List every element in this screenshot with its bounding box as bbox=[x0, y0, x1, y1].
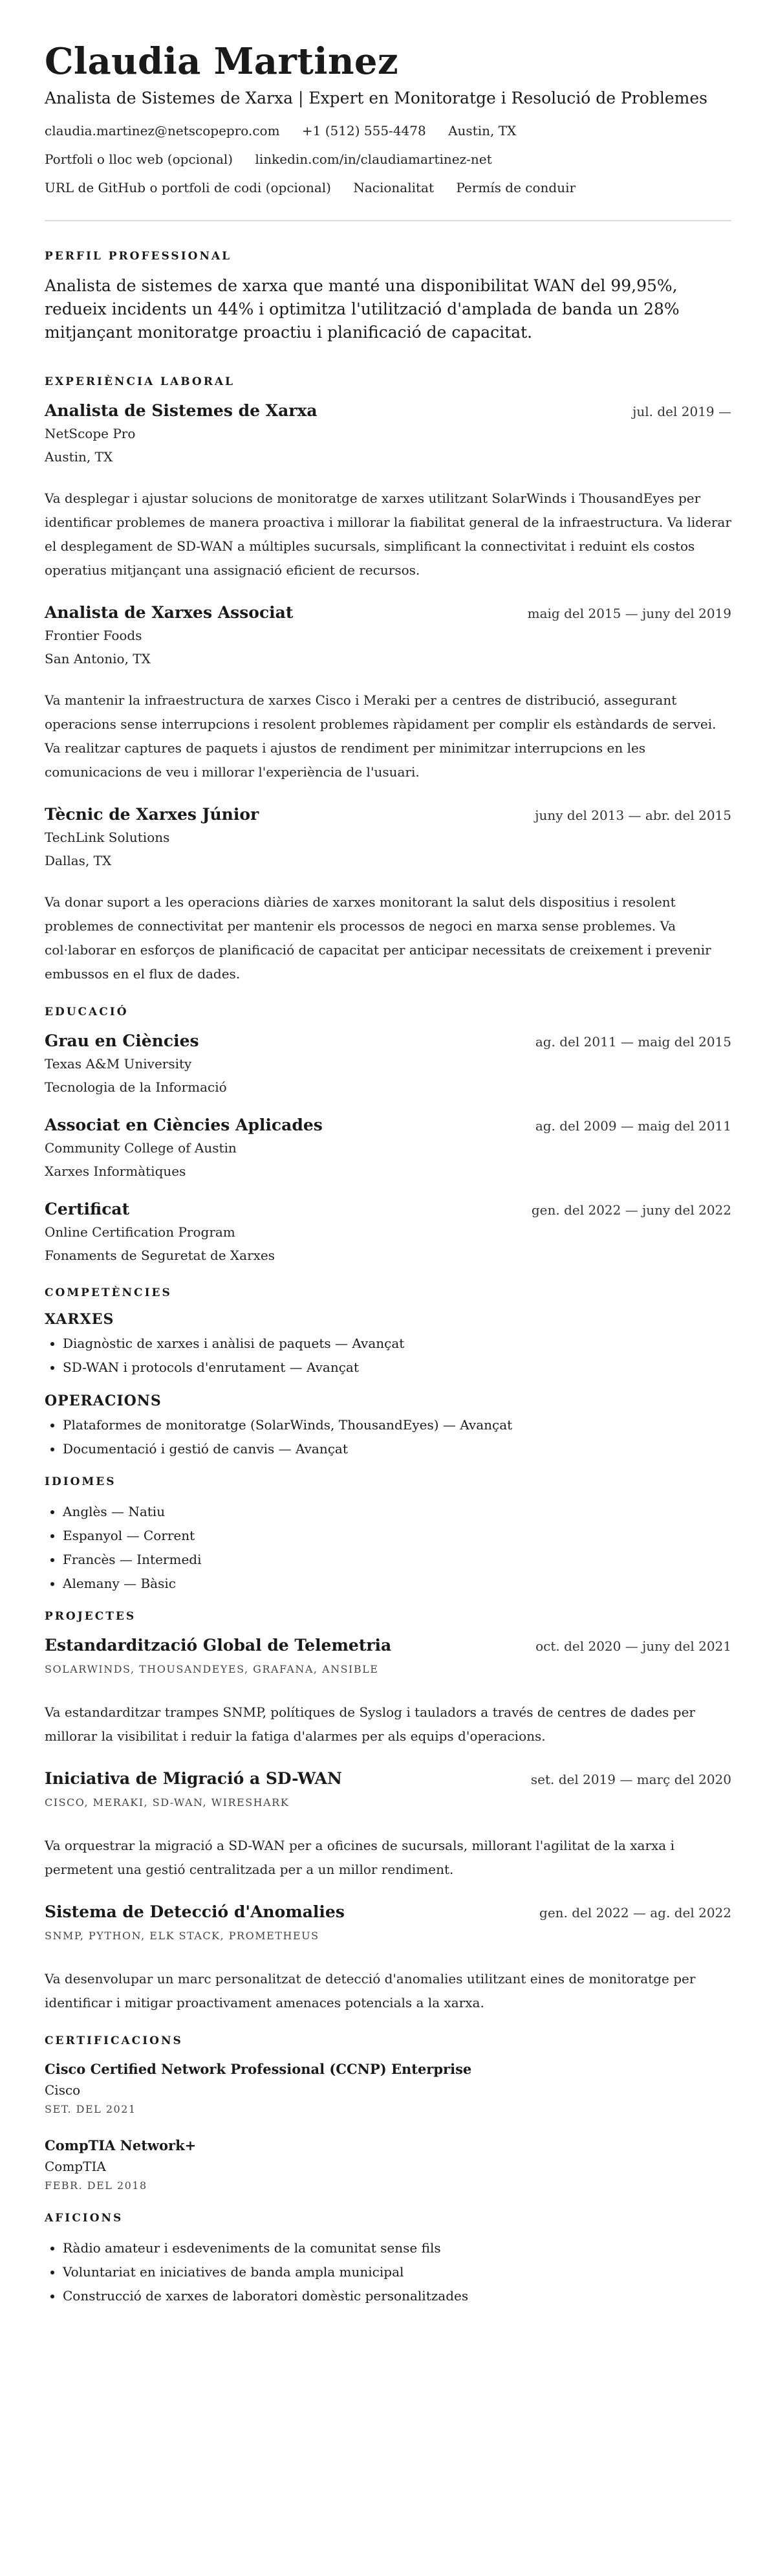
skill-list bbox=[45, 1413, 731, 1461]
experience-location: Austin, TX bbox=[45, 449, 113, 465]
contact-website[interactable]: Portfoli o lloc web (opcional) bbox=[45, 151, 233, 167]
hobby-item: • Ràdio amateur i esdeveniments de la comunitat sense fils bbox=[63, 2236, 731, 2260]
project-description: Va orquestrar la migració a SD-WAN per a oficines de sucursals, millorant l'agilitat de la xarxa i permetent una gestió centralitzada per a un millor rendiment. bbox=[45, 1838, 674, 1877]
experience-description: Va mantenir la infraestructura de xarxes Cisco i Meraki per a centres de distribució, assegurant operacions sense interrupcions i resolent problemes ràpidament per complir els estàndards de servei. Va realitzar captures de paquets i ajustos de rendiment per minimitzar interrupcions en les comunicacions de veu i millorar l'experiència de l'usuari. bbox=[45, 692, 717, 780]
language-item: • Francès — Intermedi bbox=[63, 1548, 731, 1572]
education-field: Tecnologia de la Informació bbox=[45, 1079, 227, 1095]
profile-section bbox=[45, 250, 731, 344]
languages-title: IDIOMES bbox=[45, 1475, 116, 1488]
education-school: Community College of Austin bbox=[45, 1140, 237, 1156]
experience-role: Analista de Xarxes Associat bbox=[45, 603, 294, 622]
education-item bbox=[45, 1030, 731, 1099]
certifications-section bbox=[45, 2034, 731, 2195]
skill-item: • Diagnòstic de xarxes i anàlisi de paquets — Avançat bbox=[63, 1332, 731, 1356]
resume-header bbox=[45, 39, 731, 197]
education-field: Xarxes Informàtiques bbox=[45, 1163, 186, 1179]
certification-issuer: Cisco bbox=[45, 2082, 81, 2098]
experience-date: maig del 2015 — juny del 2019 bbox=[527, 606, 731, 621]
experience-section bbox=[45, 375, 731, 986]
projects-section bbox=[45, 1610, 731, 2015]
project-name: Estandardització Global de Telemetria bbox=[45, 1636, 392, 1655]
hobby-item: • Construcció de xarxes de laboratori domèstic personalitzades bbox=[63, 2284, 731, 2308]
skill-group-title: OPERACIONS bbox=[45, 1393, 162, 1409]
experience-item bbox=[45, 804, 731, 986]
education-item bbox=[45, 1114, 731, 1183]
education-degree: Associat en Ciències Aplicades bbox=[45, 1116, 323, 1134]
certification-item bbox=[45, 2135, 731, 2195]
contact-row-links bbox=[45, 150, 731, 168]
education-item bbox=[45, 1198, 731, 1267]
education-field: Fonaments de Seguretat de Xarxes bbox=[45, 1248, 275, 1263]
skill-list bbox=[45, 1332, 731, 1380]
experience-company: NetScope Pro bbox=[45, 426, 136, 441]
experience-location: San Antonio, TX bbox=[45, 651, 151, 666]
hobbies-section bbox=[45, 2212, 731, 2308]
project-item bbox=[45, 1768, 731, 1882]
certification-name: Cisco Certified Network Professional (CCNP) Enterprise bbox=[45, 2061, 472, 2077]
hobby-item: • Voluntariat en iniciatives de banda ampla municipal bbox=[63, 2260, 731, 2284]
skills-title: COMPETÈNCIES bbox=[45, 1286, 172, 1299]
education-date: ag. del 2009 — maig del 2011 bbox=[535, 1118, 731, 1134]
experience-company: Frontier Foods bbox=[45, 628, 142, 643]
language-item: • Alemany — Bàsic bbox=[63, 1572, 731, 1596]
experience-item bbox=[45, 400, 731, 582]
experience-role: Tècnic de Xarxes Júnior bbox=[45, 805, 259, 824]
project-item bbox=[45, 1635, 731, 1748]
certification-date: SET. DEL 2021 bbox=[45, 2103, 136, 2115]
skills-section bbox=[45, 1286, 731, 1461]
contact-row-extra bbox=[45, 179, 731, 197]
experience-role: Analista de Sistemes de Xarxa bbox=[45, 401, 318, 420]
experience-date: jul. del 2019 — bbox=[632, 404, 731, 419]
education-title: EDUCACIÓ bbox=[45, 1006, 129, 1018]
skill-item: • SD-WAN i protocols d'enrutament — Avançat bbox=[63, 1356, 731, 1380]
certification-item bbox=[45, 2059, 731, 2119]
education-school: Texas A&M University bbox=[45, 1056, 192, 1072]
project-tech: SOLARWINDS, THOUSANDEYES, GRAFANA, ANSIBLE bbox=[45, 1663, 379, 1675]
project-date: oct. del 2020 — juny del 2021 bbox=[535, 1638, 731, 1654]
skill-item: • Documentació i gestió de canvis — Avançat bbox=[63, 1437, 731, 1461]
contact-nationality: Nacionalitat bbox=[353, 180, 434, 195]
hobbies-title: AFICIONS bbox=[45, 2212, 124, 2225]
experience-location: Dallas, TX bbox=[45, 853, 112, 868]
language-item: • Espanyol — Corrent bbox=[63, 1524, 731, 1548]
profile-title: PERFIL PROFESSIONAL bbox=[45, 250, 232, 263]
hobby-list bbox=[45, 2236, 731, 2308]
contact-location: Austin, TX bbox=[448, 123, 517, 138]
candidate-name: Claudia Martinez bbox=[45, 40, 398, 83]
language-list bbox=[45, 1500, 731, 1596]
project-date: set. del 2019 — març del 2020 bbox=[530, 1772, 731, 1787]
contact-github[interactable]: URL de GitHub o portfoli de codi (opcional) bbox=[45, 180, 331, 195]
project-item bbox=[45, 1901, 731, 2015]
education-date: ag. del 2011 — maig del 2015 bbox=[535, 1034, 731, 1050]
profile-summary: Analista de sistemes de xarxa que manté una disponibilitat WAN del 99,95%, redueix incidents un 44% i optimitza l'utilització d'amplada de banda un 28% mitjançant monitoratge proactiu i planificació de capacitat. bbox=[45, 276, 680, 342]
project-description: Va estandarditzar trampes SNMP, polítiques de Syslog i tauladors a través de centres de dades per millorar la visibilitat i reduir la fatiga d'alarmes per als equips d'operacions. bbox=[45, 1704, 695, 1744]
project-date: gen. del 2022 — ag. del 2022 bbox=[539, 1905, 731, 1921]
certification-date: FEBR. DEL 2018 bbox=[45, 2179, 147, 2192]
skill-item: • Plataformes de monitoratge (SolarWinds, ThousandEyes) — Avançat bbox=[63, 1413, 731, 1437]
education-section bbox=[45, 1006, 731, 1267]
project-tech: SNMP, PYTHON, ELK STACK, PROMETHEUS bbox=[45, 1930, 319, 1942]
education-degree: Certificat bbox=[45, 1200, 130, 1218]
education-school: Online Certification Program bbox=[45, 1224, 235, 1240]
skill-group-title: XARXES bbox=[45, 1311, 114, 1328]
contact-license: Permís de conduir bbox=[456, 180, 576, 195]
contact-linkedin[interactable]: linkedin.com/in/claudiamartinez-net bbox=[255, 151, 492, 167]
projects-title: PROJECTES bbox=[45, 1610, 136, 1623]
certification-issuer: CompTIA bbox=[45, 2159, 106, 2174]
project-tech: CISCO, MERAKI, SD-WAN, WIRESHARK bbox=[45, 1796, 290, 1809]
contact-phone[interactable]: +1 (512) 555-4478 bbox=[301, 123, 426, 138]
education-degree: Grau en Ciències bbox=[45, 1031, 199, 1050]
experience-date: juny del 2013 — abr. del 2015 bbox=[535, 808, 731, 823]
experience-description: Va desplegar i ajustar solucions de monitoratge de xarxes utilitzant SolarWinds i ThousandEyes per identificar problemes de manera proactiva i millorar la fiabilitat general de la infraestructura. Va liderar el desplegament de SD-WAN a múltiples sucursals, simplificant la connectivitat i reduint els costos operatius mitjançant una assignació eficient de recursos. bbox=[45, 490, 731, 578]
languages-section bbox=[45, 1475, 731, 1596]
contact-row-primary bbox=[45, 122, 731, 140]
language-item: • Anglès — Natiu bbox=[63, 1500, 731, 1524]
certification-name: CompTIA Network+ bbox=[45, 2137, 197, 2153]
experience-company: TechLink Solutions bbox=[45, 830, 170, 845]
header-divider bbox=[45, 220, 731, 221]
project-name: Iniciativa de Migració a SD-WAN bbox=[45, 1769, 342, 1788]
education-date: gen. del 2022 — juny del 2022 bbox=[531, 1202, 731, 1218]
experience-description: Va donar suport a les operacions diàries de xarxes monitorant la salut dels dispositius i resolent problemes de connectivitat per mantenir els processos de negoci en marxa sense problemes. Va col·laborar en esforços de planificació de capacitat per anticipar necessitats de creixement i prevenir embussos en el flux de dades. bbox=[45, 894, 711, 982]
project-name: Sistema de Detecció d'Anomalies bbox=[45, 1902, 345, 1921]
certifications-title: CERTIFICACIONS bbox=[45, 2034, 183, 2047]
experience-item bbox=[45, 602, 731, 784]
headline: Analista de Sistemes de Xarxa | Expert en Monitoratge i Resolució de Problemes bbox=[45, 89, 707, 107]
project-description: Va desenvolupar un marc personalitzat de detecció d'anomalies utilitzant eines de monitoratge per identificar i mitigar proactivament amenaces potencials a la xarxa. bbox=[45, 1971, 696, 2010]
experience-title: EXPERIÈNCIA LABORAL bbox=[45, 375, 235, 388]
contact-email[interactable]: claudia.martinez@netscopepro.com bbox=[45, 123, 280, 138]
